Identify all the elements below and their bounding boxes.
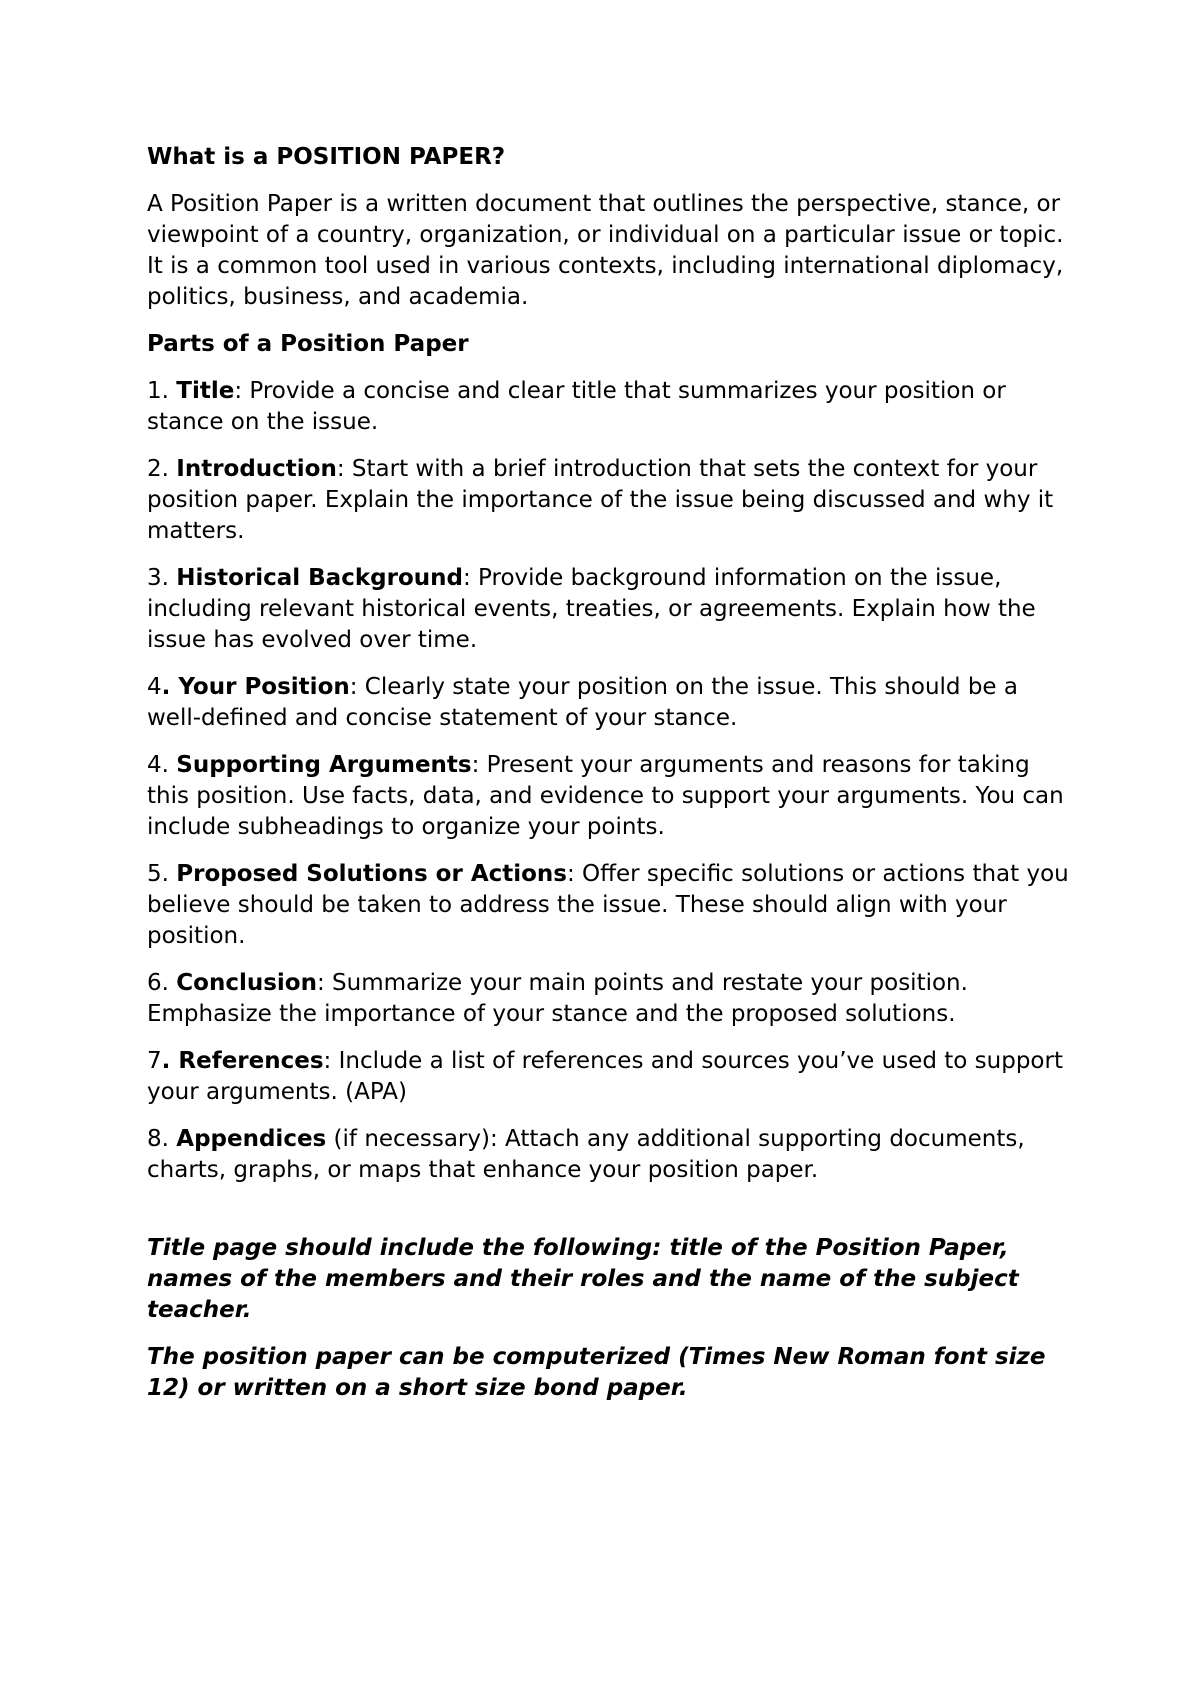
part-number: 6. [147,970,177,996]
part-number: 4 [147,674,162,700]
document-title: What is a POSITION PAPER? [147,144,506,170]
part-term: Proposed Solutions or Actions [176,861,567,887]
part-number: 3. [147,565,177,591]
part-item-your-position [147,672,1077,734]
part-text: : Include a list of references and sources you’ve used to support your arguments. (APA) [147,1048,1063,1105]
blank-line [147,1202,1077,1233]
part-number: 8. [147,1126,177,1152]
part-number: 7 [147,1048,162,1074]
part-item-appendices [147,1124,1077,1186]
part-text: : Provide a concise and clear title that summarizes your position or stance on the issue. [147,378,1006,435]
part-term: . References [161,1048,324,1074]
parts-heading: Parts of a Position Paper [147,331,469,357]
part-term: Historical Background [176,565,463,591]
part-text: : Clearly state your position on the issue. This should be a well-defined and concise statement of your stance. [147,674,1018,731]
part-term: Conclusion [176,970,317,996]
part-text: : Offer specific solutions or actions that you believe should be taken to address the issue. These should align with your position. [147,861,1069,949]
title-page-note: Title page should include the following: title of the Position Paper, names of the members and their roles and the name of the subject teacher. [147,1235,1019,1323]
part-item-proposed-solutions [147,859,1077,952]
part-text: : Present your arguments and reasons for taking this position. Use facts, data, and evidence to support your arguments. You can include subheadings to organize your points. [147,752,1064,840]
part-term: . Your Position [161,674,350,700]
part-item-historical-background [147,563,1077,656]
intro-paragraph: A Position Paper is a written document that outlines the perspective, stance, or viewpoint of a country, organization, or individual on a particular issue or topic. It is a common tool used in various contexts, including international diplomacy, politics, business, and academia. [147,191,1064,310]
part-item-conclusion [147,968,1077,1030]
part-item-title [147,376,1077,438]
part-text: (if necessary): Attach any additional supporting documents, charts, graphs, or maps that enhance your position paper. [147,1126,1025,1183]
part-term: Title [176,378,235,404]
part-text: : Start with a brief introduction that sets the context for your position paper. Explain the importance of the issue being discussed and why it matters. [147,456,1054,544]
part-text: : Provide background information on the issue, including relevant historical events, treaties, or agreements. Explain how the issue has evolved over time. [147,565,1036,653]
part-number: 1. [147,378,177,404]
part-term: Supporting Arguments [176,752,472,778]
part-item-references [147,1046,1077,1108]
part-term: Introduction [176,456,337,482]
part-item-introduction [147,454,1077,547]
format-note: The position paper can be computerized (Times New Roman font size 12) or written on a short size bond paper. [147,1344,1046,1401]
part-number: 5. [147,861,177,887]
document-page [147,142,1077,1420]
part-term: Appendices [176,1126,327,1152]
part-text: : Summarize your main points and restate your position. Emphasize the importance of your stance and the proposed solutions. [147,970,968,1027]
part-number: 2. [147,456,177,482]
part-item-supporting-arguments [147,750,1077,843]
part-number: 4. [147,752,177,778]
